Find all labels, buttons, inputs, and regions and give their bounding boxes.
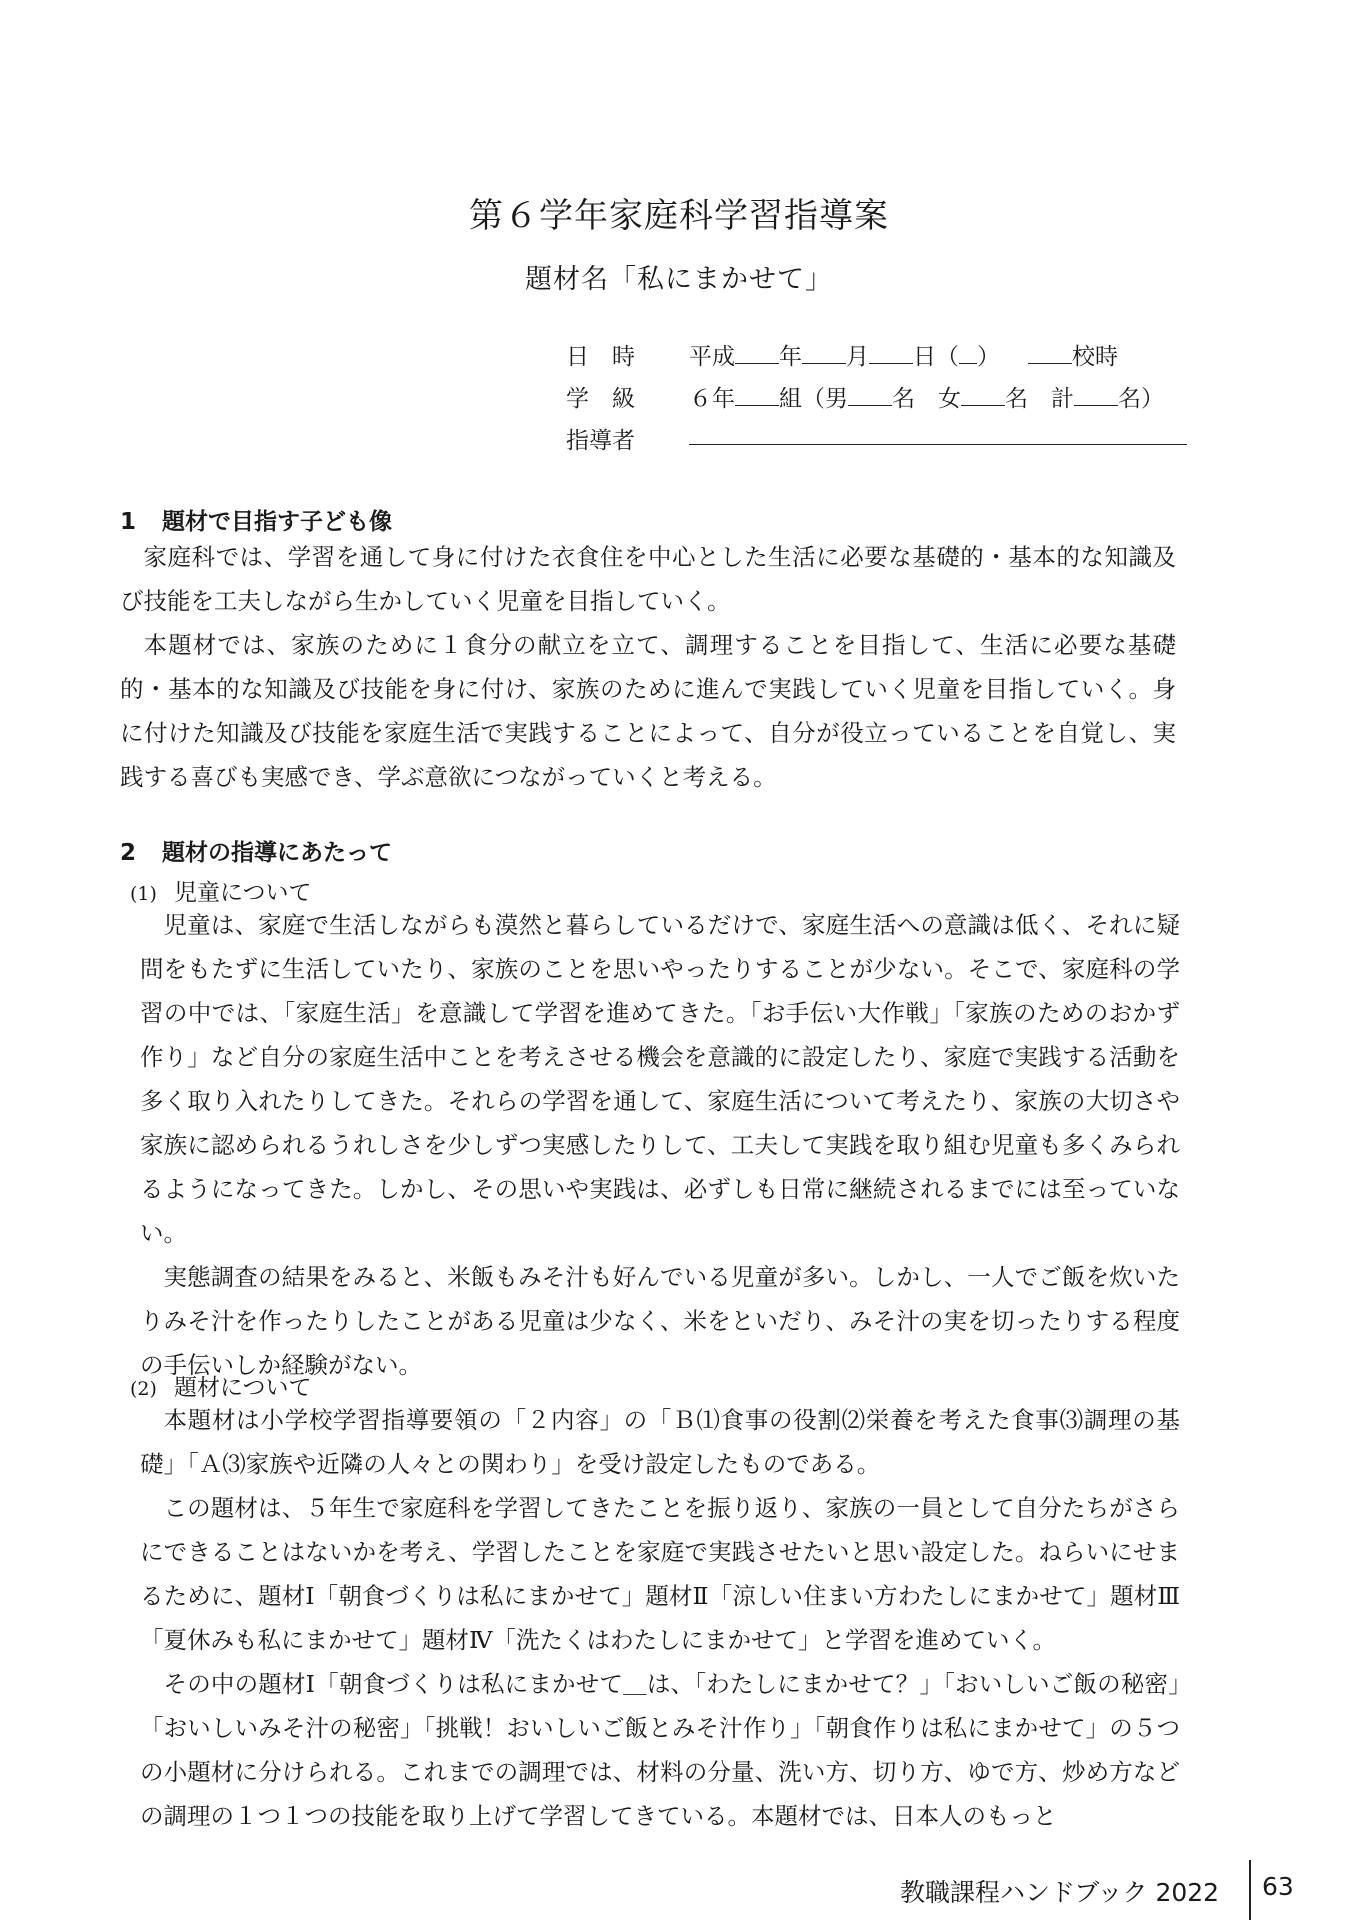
- sub2-paragraph-2: この題材は、５年生で家庭科を学習してきたことを振り返り、家族の一員として自分たちがさらにできることはないかを考え、学習したことを家庭で実践させたいと思い設定した。ねらいにせまるために、題材Ⅰ「朝食づくりは私にまかせて」題材Ⅱ「涼しい住まい方わたしにまかせて」題材Ⅲ「夏休みも私にまかせて」題材Ⅳ「洗たくはわたしにまかせて」と学習を進めていく。: [140, 1494, 1180, 1654]
- sub1-paragraph-2: 実態調査の結果をみると、米飯もみそ汁も好んでいる児童が多い。しかし、一人でご飯を炊いたりみそ汁を作ったりしたことがある児童は少なく、米をといだり、みそ汁の実を切ったりする程度の手伝いしか経験がない。: [140, 1263, 1180, 1379]
- date-label: 日 時: [566, 344, 635, 370]
- date-value: 平成 年 月 日（ ） 校時: [689, 338, 1118, 371]
- section1-heading: 1 題材で目指す子ども像: [120, 509, 392, 535]
- section2-sub2-heading: (2) 題材について: [130, 1375, 312, 1401]
- sub2-paragraph-3: その中の題材Ⅰ「朝食づくりは私にまかせて＿は、「わたしにまかせて？」「おいしいご飯の秘密」「おいしいみそ汁の秘密」「挑戦！おいしいご飯とみそ汁作り」「朝食作りは私にまかせて」の５つの小題材に分けられる。これまでの調理では、材料の分量、洗い方、切り方、ゆで方、炒め方などの調理の１つ１つの技能を取り上げて学習してきている。本題材では、日本人のもっと: [140, 1670, 1180, 1830]
- section1-paragraph-1: 家庭科では、学習を通して身に付けた衣食住を中心とした生活に必要な基礎的・基本的な知識及び技能を工夫しながら生かしていく児童を目指していく。: [120, 543, 1176, 615]
- teacher-label: 指導者: [566, 428, 635, 454]
- sub2-paragraph-1: 本題材は小学校学習指導要領の「２内容」の「Ｂ⑴食事の役割⑵栄養を考えた食事⑶調理の基礎」「Ａ⑶家族や近隣の人々との関わり」を受け設定したものである。: [140, 1406, 1180, 1478]
- section2-heading: 2 題材の指導にあたって: [120, 840, 392, 866]
- page-number: 63: [1262, 1872, 1294, 1901]
- class-value: ６年 組（男 名 女 名 計 名）: [689, 380, 1164, 413]
- footer-book-title: 教職課程ハンドブック 2022: [900, 1878, 1220, 1907]
- page-subtitle: 題材名「私にまかせて」: [525, 264, 833, 295]
- section1-paragraph-2: 本題材では、家族のために１食分の献立を立て、調理することを目指して、生活に必要な基礎的・基本的な知識及び技能を身に付け、家族のために進んで実践していく児童を目指していく。身に付けた知識及び技能を家庭生活で実践することによって、自分が役立っていることを自覚し、実践する喜びも実感でき、学ぶ意欲につながっていくと考える。: [120, 631, 1176, 791]
- section2-sub1-heading: (1) 児童について: [130, 880, 312, 906]
- sub1-paragraph-1: 児童は、家庭で生活しながらも漠然と暮らしているだけで、家庭生活への意識は低く、それに疑問をもたずに生活していたり、家族のことを思いやったりすることが少ない。そこで、家庭科の学習の中では、「家庭生活」を意識して学習を進めてきた。「お手伝い大作戦」「家族のためのおかず作り」など自分の家庭生活中ことを考えさせる機会を意識的に設定したり、家庭で実践する活動を多く取り入れたりしてきた。それらの学習を通して、家庭生活について考えたり、家族の大切さや家族に認められるうれしさを少しずつ実感したりして、工夫して実践を取り組む児童も多くみられるようになってきた。しかし、その思いや実践は、必ずしも日常に継続されるまでには至っていない。: [140, 911, 1180, 1247]
- class-label: 学 級: [566, 386, 635, 412]
- page-title: 第６学年家庭科学習指導案: [469, 196, 889, 236]
- footer-divider: [1249, 1860, 1251, 1920]
- teacher-value: [689, 422, 1187, 451]
